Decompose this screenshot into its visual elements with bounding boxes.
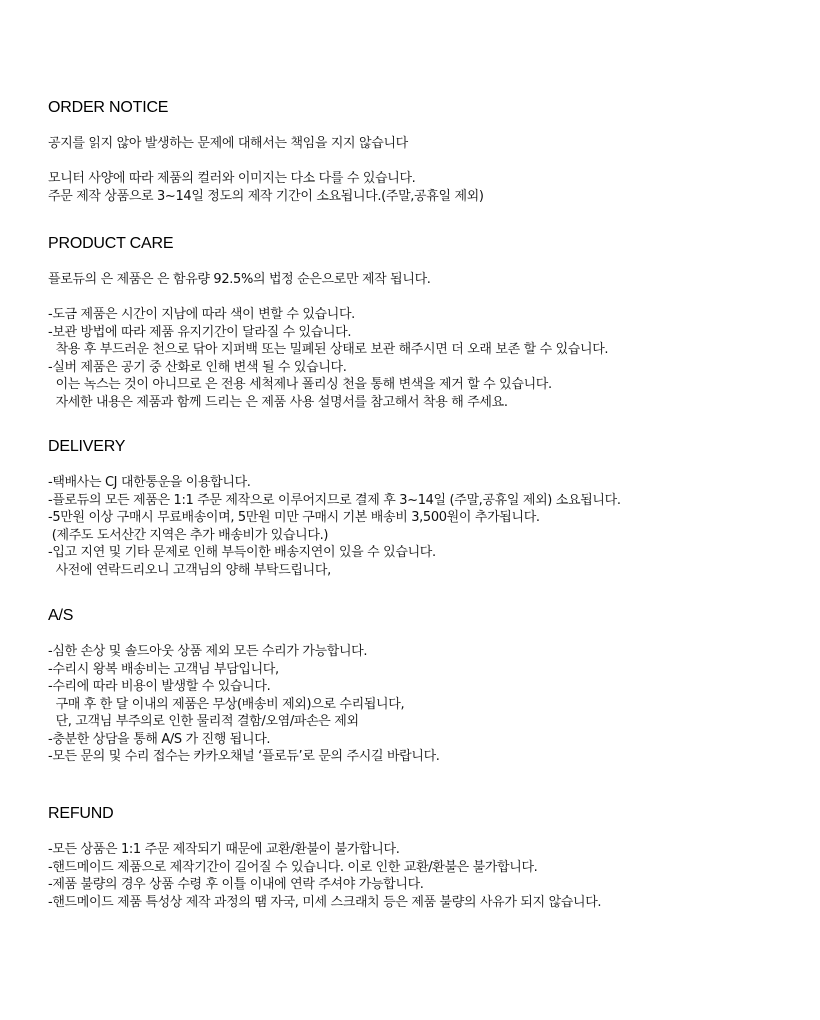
notice-line: -실버 제품은 공기 중 산화로 인해 변색 될 수 있습니다. bbox=[48, 359, 347, 375]
as-heading: A/S bbox=[48, 607, 74, 624]
notice-line: 모니터 사양에 따라 제품의 컬러와 이미지는 다소 다를 수 있습니다. bbox=[48, 171, 416, 186]
notice-line: -핸드메이드 제품으로 제작기간이 길어질 수 있습니다. 이로 인한 교환/환불은 불가합니다. bbox=[48, 859, 538, 875]
notice-line: -모든 상품은 1:1 주문 제작되기 때문에 교환/환불이 불가합니다. bbox=[48, 842, 400, 857]
notice-line: -심한 손상 및 솔드아웃 상품 제외 모든 수리가 가능합니다. bbox=[48, 644, 368, 659]
notice-line: -도금 제품은 시간이 지남에 따라 색이 변할 수 있습니다. bbox=[48, 307, 355, 322]
order-notice-lines bbox=[48, 135, 788, 205]
notice-line: -제품 불량의 경우 상품 수령 후 이틀 이내에 연락 주셔야 가능합니다. bbox=[48, 877, 424, 892]
notice-line: -5만원 이상 구매시 무료배송이며, 5만원 미만 구매시 기본 배송비 3,500원이 추가됩니다. bbox=[48, 510, 540, 525]
notice-line: -플로듀의 모든 제품은 1:1 주문 제작으로 이루어지므로 결제 후 3~14일 (주말,공휴일 제외) 소요됩니다. bbox=[48, 492, 621, 508]
delivery-section bbox=[48, 437, 788, 579]
notice-line: -핸드메이드 제품 특성상 제작 과정의 땜 자국, 미세 스크래치 등은 제품 불량의 사유가 되지 않습니다. bbox=[48, 894, 602, 910]
notice-line: -입고 지연 및 기타 문제로 인해 부득이한 배송지연이 있을 수 있습니다. bbox=[48, 545, 436, 560]
product-care-heading: PRODUCT CARE bbox=[48, 235, 174, 252]
notice-line: 단, 고객님 부주의로 인한 물리적 결함/오염/파손은 제외 bbox=[48, 714, 359, 729]
product-care-lines bbox=[48, 271, 788, 411]
delivery-lines bbox=[48, 474, 788, 579]
notice-line: 자세한 내용은 제품과 함께 드리는 은 제품 사용 설명서를 참고해서 착용 해 주세요. bbox=[48, 394, 508, 410]
product-care-section bbox=[48, 234, 788, 411]
notice-line: -보관 방법에 따라 제품 유지기간이 달라질 수 있습니다. bbox=[48, 324, 352, 340]
notice-line: 플로듀의 은 제품은 은 함유량 92.5%의 법정 순은으로만 제작 됩니다. bbox=[48, 272, 431, 287]
notice-line: -수리에 따라 비용이 발생할 수 있습니다. bbox=[48, 679, 271, 694]
as-lines bbox=[48, 643, 788, 766]
order-notice-heading: ORDER NOTICE bbox=[48, 99, 169, 116]
order-notice-section bbox=[48, 98, 788, 205]
notice-line: 착용 후 부드러운 천으로 닦아 지퍼백 또는 밀폐된 상태로 보관 해주시면 더 오래 보존 할 수 있습니다. bbox=[48, 342, 609, 357]
notice-line: -택배사는 CJ 대한통운을 이용합니다. bbox=[48, 475, 251, 490]
blank-line bbox=[48, 153, 788, 171]
notice-line: 이는 녹스는 것이 아니므로 은 전용 세척제나 폴리싱 천을 통해 변색을 제거 할 수 있습니다. bbox=[48, 377, 552, 392]
delivery-heading: DELIVERY bbox=[48, 438, 126, 455]
notice-line: 주문 제작 상품으로 3~14일 정도의 제작 기간이 소요됩니다.(주말,공휴일 제외) bbox=[48, 188, 484, 204]
notice-line: 사전에 연락드리오니 고객님의 양해 부탁드립니다, bbox=[48, 562, 331, 578]
as-section bbox=[48, 606, 788, 766]
notice-line: -수리시 왕복 배송비는 고객님 부담입니다, bbox=[48, 661, 279, 677]
notice-line: (제주도 도서산간 지역은 추가 배송비가 있습니다.) bbox=[48, 527, 329, 543]
notice-line: 공지를 읽지 않아 발생하는 문제에 대해서는 책임을 지지 않습니다 bbox=[48, 136, 408, 151]
refund-lines bbox=[48, 841, 788, 911]
notice-line: 구매 후 한 달 이내의 제품은 무상(배송비 제외)으로 수리됩니다, bbox=[48, 696, 405, 712]
refund-section bbox=[48, 804, 788, 911]
notice-line: -충분한 상담을 통해 A/S 가 진행 됩니다. bbox=[48, 731, 271, 747]
blank-line bbox=[48, 289, 788, 307]
notice-line: -모든 문의 및 수리 접수는 카카오채널 ‘플로듀’로 문의 주시길 바랍니다. bbox=[48, 749, 440, 764]
refund-heading: REFUND bbox=[48, 805, 114, 822]
